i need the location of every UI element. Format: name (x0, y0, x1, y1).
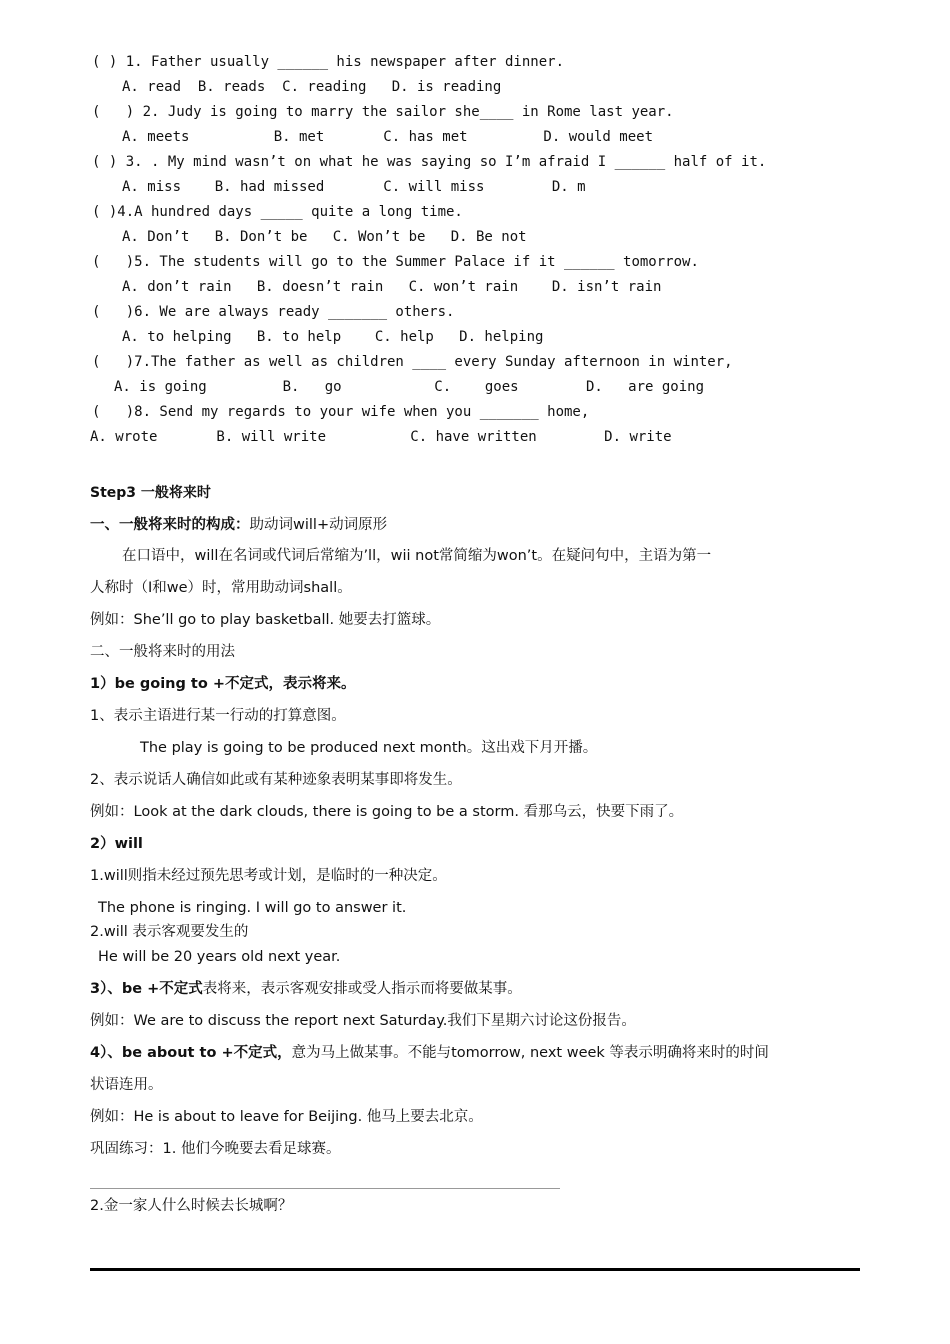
section-heading: Step3 一般将来时 (90, 485, 211, 501)
usage-4-heading: 4）、be about to +不定式， (90, 1045, 292, 1061)
question-4-options: A. Don’t B. Don’t be C. Won’t be D. Be not (122, 229, 527, 245)
question-1-options: A. read B. reads C. reading D. is reading (122, 79, 502, 95)
question-1: ( ) 1. Father usually ______ his newspaper after dinner. (92, 54, 565, 70)
usage-1-b: 2、表示说话人确信如此或有某种迹象表明某事即将发生。 (90, 772, 462, 788)
usage-3-line (90, 979, 522, 999)
page-bottom-rule (90, 1268, 860, 1271)
question-4: ( )4.A hundred days _____ quite a long time. (92, 204, 463, 220)
structure-line (90, 515, 387, 535)
paragraph-line-1: 在口语中，will在名词或代词后常缩为’ll，wii not常简缩为won’t。在疑问句中，主语为第一 (122, 548, 712, 564)
usage-3-example: 例如：We are to discuss the report next Saturday.我们下星期六讨论这份报告。 (90, 1013, 636, 1029)
question-2-options: A. meets B. met C. has met D. would meet (122, 129, 654, 145)
question-3: ( ) 3. . My mind wasn’t on what he was saying so I’m afraid I ______ half of it. (92, 154, 767, 170)
usage-4-text: 意为马上做某事。不能与tomorrow, next week 等表示明确将来时的时间 (291, 1045, 769, 1061)
usage-1-b-example: 例如：Look at the dark clouds, there is going to be a storm. 看那乌云，快要下雨了。 (90, 804, 684, 820)
question-7-options: A. is going B. go C. goes D. are going (114, 379, 705, 395)
structure-label: 一、一般将来时的构成： (90, 517, 250, 533)
practice-2: 2.金一家人什么时候去长城啊？ (90, 1198, 293, 1214)
question-3-options: A. miss B. had missed C. will miss D. m (122, 179, 586, 195)
question-8-options: A. wrote B. will write C. have written D. write (90, 429, 672, 445)
question-6: ( )6. We are always ready _______ others. (92, 304, 455, 320)
practice-1: 巩固练习：1. 他们今晚要去看足球赛。 (90, 1141, 341, 1157)
question-5-options: A. don’t rain B. doesn’t rain C. won’t rain D. isn’t rain (122, 279, 662, 295)
question-6-options: A. to helping B. to help C. help D. helping (122, 329, 544, 345)
paragraph-line-2: 人称时（I和we）时，常用助动词shall。 (90, 580, 352, 596)
question-8: ( )8. Send my regards to your wife when you _______ home, (92, 404, 590, 420)
answer-line (90, 1188, 560, 1189)
usage-1-heading: 1）be going to +不定式，表示将来。 (90, 676, 356, 692)
usage-2-b: 2.will 表示客观要发生的 (90, 924, 249, 940)
usage-4-example: 例如：He is about to leave for Beijing. 他马上要去北京。 (90, 1109, 483, 1125)
question-7: ( )7.The father as well as children ____ every Sunday afternoon in winter, (92, 354, 733, 370)
usage-2-b-example: He will be 20 years old next year. (98, 949, 341, 965)
usage-3-text: 表将来，表示客观安排或受人指示而将要做某事。 (202, 981, 522, 997)
usage-4-text-cont: 状语连用。 (90, 1077, 163, 1093)
usage-2-a-example: The phone is ringing. I will go to answer it. (98, 900, 407, 916)
question-5: ( )5. The students will go to the Summer Palace if it ______ tomorrow. (92, 254, 699, 270)
usage-3-heading: 3）、be +不定式 (90, 981, 203, 997)
question-2: ( ) 2. Judy is going to marry the sailor she____ in Rome last year. (92, 104, 674, 120)
usage-1-a-example: The play is going to be produced next month。这出戏下月开播。 (140, 740, 598, 756)
usage-heading: 二、一般将来时的用法 (90, 644, 235, 660)
usage-2-a: 1.will则指未经过预先思考或计划，是临时的一种决定。 (90, 868, 447, 884)
usage-4-line (90, 1043, 769, 1063)
example-1: 例如：She’ll go to play basketball. 她要去打篮球。 (90, 612, 441, 628)
usage-1-a: 1、表示主语进行某一行动的打算意图。 (90, 708, 346, 724)
usage-2-heading: 2）will (90, 836, 143, 852)
structure-text: 助动词will+动词原形 (249, 517, 388, 533)
